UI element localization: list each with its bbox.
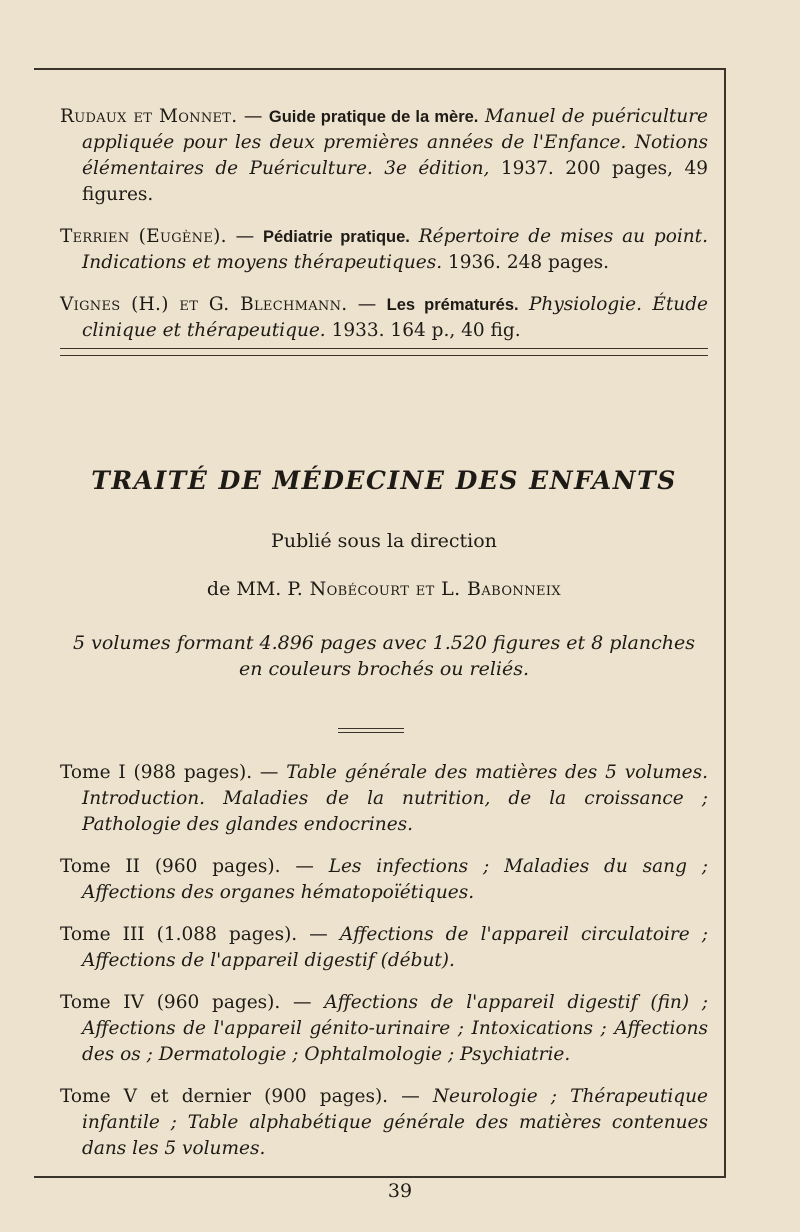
short-divider [338,728,404,733]
tomes-list [60,760,708,1178]
entry-title: Guide pratique de la mère. [268,108,479,126]
entry-title: Pédiatrie pratique. [262,228,410,246]
tome-dash: — [280,856,329,877]
tome-content: Affections de l'appareil digestif (fin) ; Affections de l'appareil génito-urinaire ; Intoxications ; Affections des os ; Dermatologie ; Ophtalmologie ; Psychiatrie. [82,992,709,1065]
tome-label: Tome I (988 pages). [60,762,253,783]
tome-content: Les infections ; Maladies du sang ; Affections des organes hématopoïétiques. [82,856,709,903]
tome-dash: — [388,1086,433,1107]
tome-label: Tome III (1.088 pages). [60,924,298,945]
tome-dash: — [297,924,340,945]
entry-author: Vignes (H.) et G. Blechmann. [60,294,348,315]
tome-content: Table générale des matières des 5 volumes. Introduction. Maladies de la nutrition, de la croissance ; Pathologie des glandes endocrines. [82,762,708,835]
entry-dash: — [237,106,269,127]
tome-entry [60,922,708,974]
traite-direction: Publié sous la direction [271,530,497,552]
tome-entry [60,760,708,838]
entry-title: Les prématurés. [386,296,519,314]
editors-prefix: de MM. [206,578,288,600]
section-divider [60,348,708,356]
traite-volumes-line [60,630,708,682]
entry-details: 1933. 164 p., 40 fig. [325,320,521,341]
tome-dash: — [280,992,325,1013]
page-number: 39 [387,1180,413,1202]
bibliography-entry [60,224,708,276]
entry-dash: — [226,226,263,247]
tome-dash: — [252,762,287,783]
entry-details: 1937. 200 pages, 49 figures. [82,158,708,205]
tome-label: Tome IV (960 pages). [60,992,281,1013]
tome-entry [60,854,708,906]
tome-content: Affections de l'appareil circulatoire ; Affections de l'appareil digestif (début). [82,924,709,971]
tome-label: Tome II (960 pages). [60,856,281,877]
entry-author: Terrien (Eugène). [60,226,227,247]
entry-subtitle: Répertoire de mises au point. Indications et moyens thérapeutiques. [82,226,708,273]
entry-dash: — [347,294,387,315]
bibliography-entry [60,104,708,208]
bibliography-entry [60,292,708,344]
traite-editors [60,578,708,600]
traite-title: TRAITÉ DE MÉDECINE DES ENFANTS [91,466,677,495]
volumes-text: 5 volumes formant 4.896 pages avec 1.520 figures et 8 planches en couleurs brochés ou reliés. [73,632,695,680]
entry-subtitle: Manuel de puériculture appliquée pour les deux premières années de l'Enfance. Notions élémentaires de Puériculture. 3e édition, [82,106,708,179]
tome-label: Tome V et dernier (900 pages). [60,1086,389,1107]
bibliography-list [60,104,708,360]
entry-subtitle: Physiologie. Étude clinique et thérapeutique. [82,294,708,341]
editors-names: P. Nobécourt et L. Babonneix [287,578,562,600]
tome-entry [60,990,708,1068]
entry-details: 1936. 248 pages. [442,252,610,273]
tome-entry [60,1084,708,1162]
tome-content: Neurologie ; Thérapeutique infantile ; Table alphabétique générale des matières contenues dans les 5 volumes. [82,1086,708,1159]
entry-author: Rudaux et Monnet. [60,106,238,127]
